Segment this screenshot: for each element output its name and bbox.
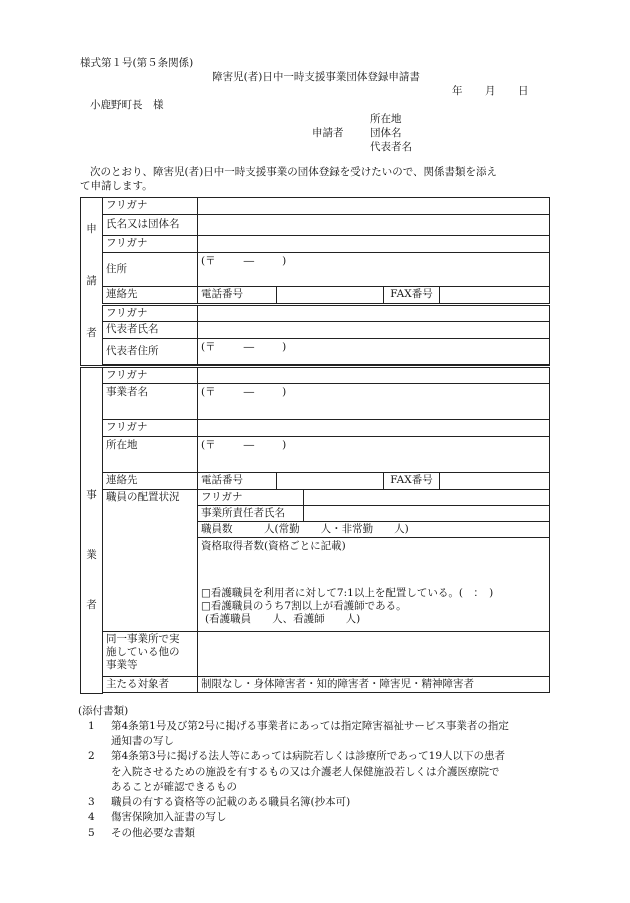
fax-label: FAX番号 — [384, 287, 440, 305]
attachments-heading: (添付書類) — [78, 705, 129, 717]
business-name-field[interactable]: (〒 ― ) — [198, 384, 550, 420]
other-business-label: 同一事業所で実 施している他の 事業等 — [103, 632, 198, 677]
phone-field[interactable] — [277, 473, 384, 490]
applicant-org-label: 団体名 — [370, 127, 402, 139]
fax-label: FAX番号 — [384, 473, 440, 490]
attachment-item-line — [88, 826, 509, 841]
main-target-options[interactable]: 制限なし・身体障害者・知的障害者・障害児・精神障害者 — [198, 677, 550, 693]
attachment-number: 1 — [88, 720, 95, 732]
business-name-label: 事業者名 — [103, 384, 198, 420]
rep-address-field[interactable]: (〒 ― ) — [198, 339, 550, 365]
attachment-number: 4 — [88, 811, 95, 824]
furigana-label: フリガナ — [103, 198, 198, 215]
applicant-rep-label: 代表者名 — [370, 141, 412, 153]
attachment-item-line — [88, 749, 509, 764]
attachment-number: 3 — [88, 796, 95, 809]
phone-label: 電話番号 — [198, 287, 277, 305]
attachment-text: を入院させるための施設を有するもの又は介護老人保健施設若しくは介護医療院で — [111, 765, 500, 778]
intro-line-2: て申請します。 — [80, 180, 153, 192]
phone-label: 電話番号 — [198, 473, 277, 490]
attachment-text: 傷害保険加入証書の写し — [111, 811, 227, 824]
date-day-label: 日 — [518, 85, 529, 97]
other-business-field[interactable] — [198, 632, 550, 677]
nurse-ratio-checkbox[interactable]: □看護職員を利用者に対して7:1以上を配置している。( ： ) — [201, 587, 494, 600]
address-label: 住所 — [103, 253, 198, 287]
furigana-label: フリガナ — [103, 305, 198, 322]
contact-label: 連絡先 — [103, 473, 198, 490]
location-label: 所在地 — [103, 437, 198, 473]
fax-field[interactable] — [440, 287, 550, 305]
rep-name-label: 代表者氏名 — [103, 322, 198, 339]
attachment-item-line — [88, 734, 509, 749]
addressee: 小鹿野町長 様 — [90, 99, 164, 111]
attachment-text: その他必要な書類 — [111, 826, 195, 839]
rep-address-label: 代表者住所 — [103, 339, 198, 365]
furigana-label: フリガナ — [103, 367, 198, 384]
name-or-org-label: 氏名又は団体名 — [103, 215, 198, 236]
office-manager-label: 事業所責任者氏名 — [198, 506, 304, 522]
staff-furigana-label: フリガナ — [198, 490, 304, 506]
nurse-detail: (看護職員 人、看護師 人) — [205, 613, 361, 626]
phone-field[interactable] — [277, 287, 384, 305]
qualifications-label: 資格取得者数(資格ごとに記載) — [201, 540, 346, 552]
date-year-label: 年 — [452, 85, 463, 97]
attachment-item-line — [88, 765, 509, 780]
applicant-address-label: 所在地 — [370, 113, 402, 125]
address-field[interactable]: (〒 ― ) — [198, 253, 550, 287]
attachment-item-line — [88, 719, 509, 734]
rep-name-field[interactable] — [198, 322, 550, 339]
furigana-label: フリガナ — [103, 236, 198, 253]
fax-field[interactable] — [440, 473, 550, 490]
attachment-number: 5 — [88, 826, 95, 839]
contact-label: 連絡先 — [103, 287, 198, 305]
attachment-text: 第4条第1号及び第2号に掲げる事業者にあっては指定障害福祉サービス事業者の指定 — [111, 720, 509, 732]
form-number: 様式第１号(第５条関係) — [80, 57, 194, 69]
qualifications-field[interactable] — [198, 538, 550, 632]
name-or-org-field[interactable] — [198, 215, 550, 236]
furigana-label: フリガナ — [103, 420, 198, 437]
attachment-text: 第4条第3号に掲げる法人等にあっては病院若しくは診療所であって19人以下の患者 — [111, 750, 506, 763]
main-target-label: 主たる対象者 — [103, 677, 198, 693]
applicant-role-label: 申請者 — [312, 127, 344, 139]
office-manager-field[interactable] — [304, 506, 550, 522]
attachments-list — [88, 719, 509, 841]
staff-furigana-field[interactable] — [304, 490, 550, 506]
furigana-field[interactable] — [198, 305, 550, 322]
attachment-item-line — [88, 810, 509, 825]
application-form-table — [80, 197, 550, 694]
date-month-label: 月 — [485, 85, 496, 97]
attachment-text: あることが確認できるもの — [111, 780, 237, 793]
attachment-item-line — [88, 795, 509, 810]
applicant-side-label: 申 請 者 — [81, 198, 103, 367]
staff-placement-label: 職員の配置状況 — [103, 490, 198, 632]
business-side-label: 事 業 者 — [81, 367, 103, 694]
attachment-number: 2 — [88, 750, 95, 763]
location-field[interactable]: (〒 ― ) — [198, 437, 550, 473]
nurse-share-checkbox[interactable]: □看護職員のうち7割以上が看護師である。 — [201, 600, 407, 613]
staff-count-field[interactable]: 職員数 人(常勤 人・非常勤 人) — [198, 522, 550, 538]
form-title: 障害児(者)日中一時支援事業団体登録申請書 — [212, 71, 420, 83]
furigana-field[interactable] — [198, 198, 550, 215]
intro-line-1: 次のとおり、障害児(者)日中一時支援事業の団体登録を受けたいので、関係書類を添え — [90, 166, 497, 178]
furigana-field[interactable] — [198, 236, 550, 253]
furigana-field[interactable] — [198, 367, 550, 384]
attachment-text: 通知書の写し — [111, 735, 174, 748]
furigana-field[interactable] — [198, 420, 550, 437]
attachment-item-line — [88, 780, 509, 795]
attachment-text: 職員の有する資格等の記載のある職員名簿(抄本可) — [111, 796, 351, 809]
